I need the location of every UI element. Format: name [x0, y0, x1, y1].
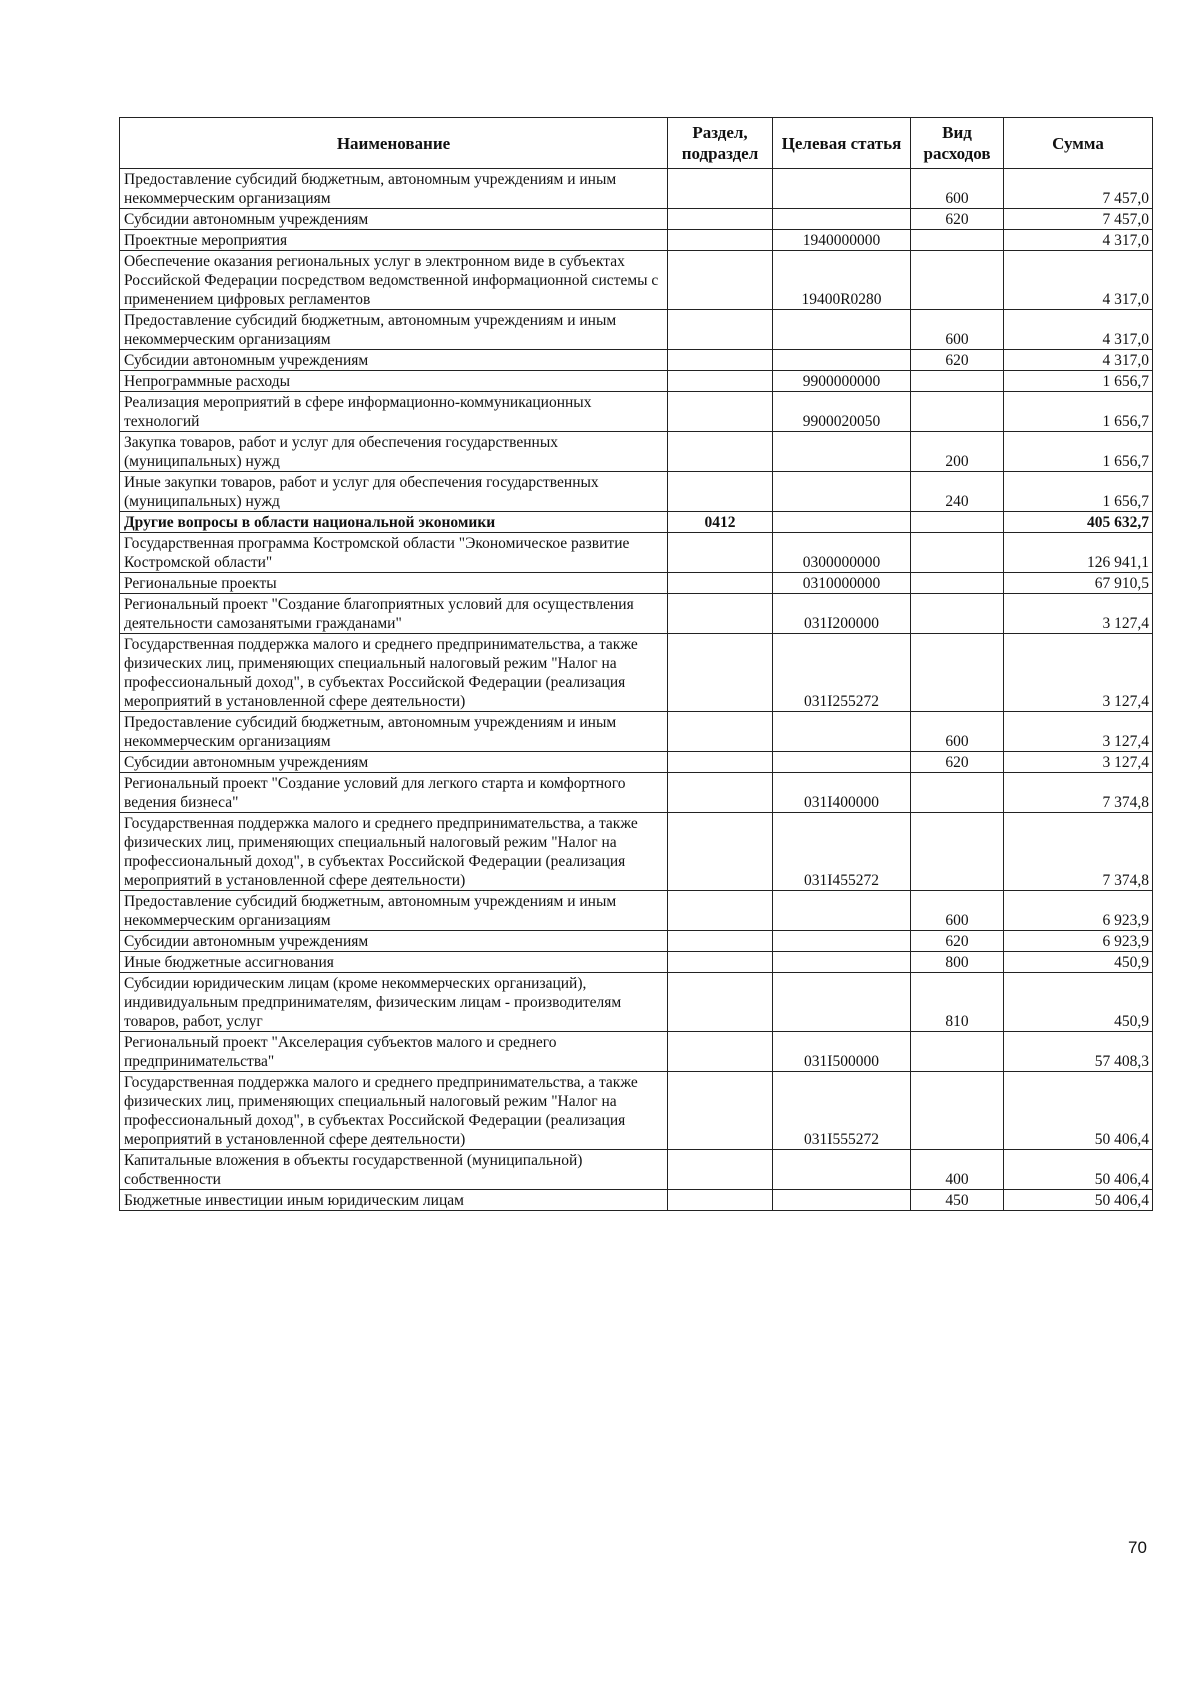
cell-name: Предоставление субсидий бюджетным, автономным учреждениям и иным некоммерческим организациям — [120, 310, 668, 350]
cell-target: 0310000000 — [773, 573, 911, 594]
cell-sum: 3 127,4 — [1004, 634, 1153, 712]
table-row — [120, 209, 1153, 230]
table-row — [120, 773, 1153, 813]
table-row — [120, 634, 1153, 712]
cell-target — [773, 209, 911, 230]
cell-name: Капитальные вложения в объекты государственной (муниципальной) собственности — [120, 1150, 668, 1190]
cell-name: Региональный проект "Создание благоприятных условий для осуществления деятельности самозанятыми гражданами" — [120, 594, 668, 634]
cell-section — [668, 169, 773, 209]
cell-type — [911, 634, 1004, 712]
cell-section — [668, 251, 773, 310]
cell-section — [668, 573, 773, 594]
cell-target — [773, 350, 911, 371]
cell-target — [773, 169, 911, 209]
cell-sum: 3 127,4 — [1004, 712, 1153, 752]
cell-sum: 4 317,0 — [1004, 310, 1153, 350]
table-row — [120, 752, 1153, 773]
cell-name: Субсидии автономным учреждениям — [120, 350, 668, 371]
cell-sum: 7 374,8 — [1004, 813, 1153, 891]
cell-sum: 450,9 — [1004, 952, 1153, 973]
budget-table — [119, 117, 1153, 1211]
cell-section — [668, 432, 773, 472]
cell-type: 620 — [911, 752, 1004, 773]
cell-type: 200 — [911, 432, 1004, 472]
cell-type — [911, 251, 1004, 310]
cell-name: Предоставление субсидий бюджетным, автономным учреждениям и иным некоммерческим организациям — [120, 169, 668, 209]
cell-name: Субсидии автономным учреждениям — [120, 752, 668, 773]
cell-target: 031I455272 — [773, 813, 911, 891]
cell-type: 240 — [911, 472, 1004, 512]
cell-type — [911, 573, 1004, 594]
table-row — [120, 952, 1153, 973]
cell-section — [668, 931, 773, 952]
cell-sum: 50 406,4 — [1004, 1150, 1153, 1190]
header-sum: Сумма — [1004, 118, 1153, 169]
header-name: Наименование — [120, 118, 668, 169]
cell-type — [911, 594, 1004, 634]
cell-target — [773, 1150, 911, 1190]
table-row — [120, 1190, 1153, 1211]
cell-sum: 1 656,7 — [1004, 371, 1153, 392]
table-row — [120, 712, 1153, 752]
cell-name: Проектные мероприятия — [120, 230, 668, 251]
cell-type: 400 — [911, 1150, 1004, 1190]
cell-name: Субсидии автономным учреждениям — [120, 931, 668, 952]
cell-section — [668, 973, 773, 1032]
cell-name: Субсидии автономным учреждениям — [120, 209, 668, 230]
cell-target — [773, 952, 911, 973]
cell-target: 0300000000 — [773, 533, 911, 573]
cell-section — [668, 392, 773, 432]
cell-name: Государственная поддержка малого и среднего предпринимательства, а также физических лиц, применяющих специальный налоговый режим "Налог на профессиональный доход", в субъектах Российской Федерации (реализация мероприятий в установленной сфере деятельности) — [120, 1072, 668, 1150]
cell-type — [911, 1032, 1004, 1072]
table-row — [120, 169, 1153, 209]
cell-type: 600 — [911, 310, 1004, 350]
table-row — [120, 533, 1153, 573]
cell-section — [668, 891, 773, 931]
cell-type: 600 — [911, 891, 1004, 931]
cell-sum: 405 632,7 — [1004, 512, 1153, 533]
cell-name: Закупка товаров, работ и услуг для обеспечения государственных (муниципальных) нужд — [120, 432, 668, 472]
table-row — [120, 371, 1153, 392]
cell-sum: 450,9 — [1004, 973, 1153, 1032]
table-row — [120, 1032, 1153, 1072]
cell-type: 600 — [911, 169, 1004, 209]
cell-target — [773, 712, 911, 752]
cell-section — [668, 813, 773, 891]
cell-sum: 4 317,0 — [1004, 251, 1153, 310]
table-row — [120, 230, 1153, 251]
cell-sum: 7 457,0 — [1004, 169, 1153, 209]
cell-target — [773, 512, 911, 533]
cell-name: Региональный проект "Создание условий для легкого старта и комфортного ведения бизнеса" — [120, 773, 668, 813]
cell-target: 031I255272 — [773, 634, 911, 712]
cell-type — [911, 813, 1004, 891]
cell-sum: 3 127,4 — [1004, 594, 1153, 634]
cell-target: 031I500000 — [773, 1032, 911, 1072]
cell-name: Государственная программа Костромской области "Экономическое развитие Костромской области" — [120, 533, 668, 573]
table-row — [120, 472, 1153, 512]
header-target: Целевая статья — [773, 118, 911, 169]
cell-name: Бюджетные инвестиции иным юридическим лицам — [120, 1190, 668, 1211]
cell-name: Региональный проект "Акселерация субъектов малого и среднего предпринимательства" — [120, 1032, 668, 1072]
cell-target: 9900020050 — [773, 392, 911, 432]
table-row — [120, 594, 1153, 634]
cell-target — [773, 931, 911, 952]
cell-section — [668, 773, 773, 813]
cell-type — [911, 371, 1004, 392]
table-row — [120, 573, 1153, 594]
cell-section — [668, 472, 773, 512]
cell-target: 9900000000 — [773, 371, 911, 392]
cell-name: Субсидии юридическим лицам (кроме некоммерческих организаций), индивидуальным предпринимателям, физическим лицам - производителям товаров, работ, услуг — [120, 973, 668, 1032]
cell-target — [773, 891, 911, 931]
cell-type — [911, 533, 1004, 573]
table-header-row — [120, 118, 1153, 169]
table-row — [120, 891, 1153, 931]
cell-sum: 1 656,7 — [1004, 392, 1153, 432]
cell-section — [668, 952, 773, 973]
cell-target: 031I400000 — [773, 773, 911, 813]
cell-section — [668, 533, 773, 573]
cell-target: 031I200000 — [773, 594, 911, 634]
cell-sum: 67 910,5 — [1004, 573, 1153, 594]
cell-target — [773, 1190, 911, 1211]
cell-target — [773, 310, 911, 350]
cell-section — [668, 634, 773, 712]
cell-target — [773, 432, 911, 472]
cell-name: Государственная поддержка малого и среднего предпринимательства, а также физических лиц, применяющих специальный налоговый режим "Налог на профессиональный доход", в субъектах Российской Федерации (реализация мероприятий в установленной сфере деятельности) — [120, 813, 668, 891]
cell-section: 0412 — [668, 512, 773, 533]
cell-target: 19400R0280 — [773, 251, 911, 310]
cell-name: Иные закупки товаров, работ и услуг для обеспечения государственных (муниципальных) нужд — [120, 472, 668, 512]
cell-sum: 1 656,7 — [1004, 472, 1153, 512]
table-row — [120, 1150, 1153, 1190]
cell-section — [668, 209, 773, 230]
cell-type: 450 — [911, 1190, 1004, 1211]
page-number: 70 — [1128, 1538, 1147, 1557]
cell-target — [773, 973, 911, 1032]
cell-section — [668, 230, 773, 251]
cell-type — [911, 512, 1004, 533]
cell-name: Государственная поддержка малого и среднего предпринимательства, а также физических лиц, применяющих специальный налоговый режим "Налог на профессиональный доход", в субъектах Российской Федерации (реализация мероприятий в установленной сфере деятельности) — [120, 634, 668, 712]
header-section: Раздел, подраздел — [668, 118, 773, 169]
cell-target — [773, 472, 911, 512]
cell-name: Другие вопросы в области национальной экономики — [120, 512, 668, 533]
cell-section — [668, 310, 773, 350]
cell-type: 810 — [911, 973, 1004, 1032]
table-row — [120, 310, 1153, 350]
cell-section — [668, 712, 773, 752]
table-row — [120, 512, 1153, 533]
cell-sum: 7 374,8 — [1004, 773, 1153, 813]
table-row — [120, 931, 1153, 952]
cell-name: Предоставление субсидий бюджетным, автономным учреждениям и иным некоммерческим организациям — [120, 891, 668, 931]
cell-name: Обеспечение оказания региональных услуг в электронном виде в субъектах Российской Федерации посредством ведомственной информационной системы с применением цифровых регламентов — [120, 251, 668, 310]
cell-type: 620 — [911, 350, 1004, 371]
cell-section — [668, 594, 773, 634]
cell-section — [668, 1032, 773, 1072]
cell-sum: 50 406,4 — [1004, 1072, 1153, 1150]
cell-section — [668, 1150, 773, 1190]
cell-name: Иные бюджетные ассигнования — [120, 952, 668, 973]
cell-section — [668, 371, 773, 392]
table-row — [120, 350, 1153, 371]
cell-sum: 4 317,0 — [1004, 350, 1153, 371]
cell-sum: 6 923,9 — [1004, 931, 1153, 952]
table-row — [120, 392, 1153, 432]
table-row — [120, 432, 1153, 472]
cell-sum: 126 941,1 — [1004, 533, 1153, 573]
cell-type: 620 — [911, 209, 1004, 230]
cell-sum: 57 408,3 — [1004, 1032, 1153, 1072]
cell-name: Предоставление субсидий бюджетным, автономным учреждениям и иным некоммерческим организациям — [120, 712, 668, 752]
cell-type — [911, 230, 1004, 251]
table-body — [120, 169, 1153, 1211]
cell-sum: 6 923,9 — [1004, 891, 1153, 931]
cell-name: Непрограммные расходы — [120, 371, 668, 392]
cell-target: 1940000000 — [773, 230, 911, 251]
table-row — [120, 973, 1153, 1032]
cell-name: Региональные проекты — [120, 573, 668, 594]
table-row — [120, 813, 1153, 891]
cell-section — [668, 1072, 773, 1150]
table-row — [120, 1072, 1153, 1150]
cell-type — [911, 1072, 1004, 1150]
header-type: Вид расходов — [911, 118, 1004, 169]
cell-section — [668, 1190, 773, 1211]
cell-target — [773, 752, 911, 773]
cell-sum: 50 406,4 — [1004, 1190, 1153, 1211]
cell-sum: 3 127,4 — [1004, 752, 1153, 773]
cell-target: 031I555272 — [773, 1072, 911, 1150]
cell-section — [668, 350, 773, 371]
cell-sum: 4 317,0 — [1004, 230, 1153, 251]
table-row — [120, 251, 1153, 310]
cell-type: 620 — [911, 931, 1004, 952]
cell-type — [911, 392, 1004, 432]
cell-type: 600 — [911, 712, 1004, 752]
cell-type: 800 — [911, 952, 1004, 973]
cell-sum: 7 457,0 — [1004, 209, 1153, 230]
cell-sum: 1 656,7 — [1004, 432, 1153, 472]
cell-section — [668, 752, 773, 773]
cell-type — [911, 773, 1004, 813]
cell-name: Реализация мероприятий в сфере информационно-коммуникационных технологий — [120, 392, 668, 432]
